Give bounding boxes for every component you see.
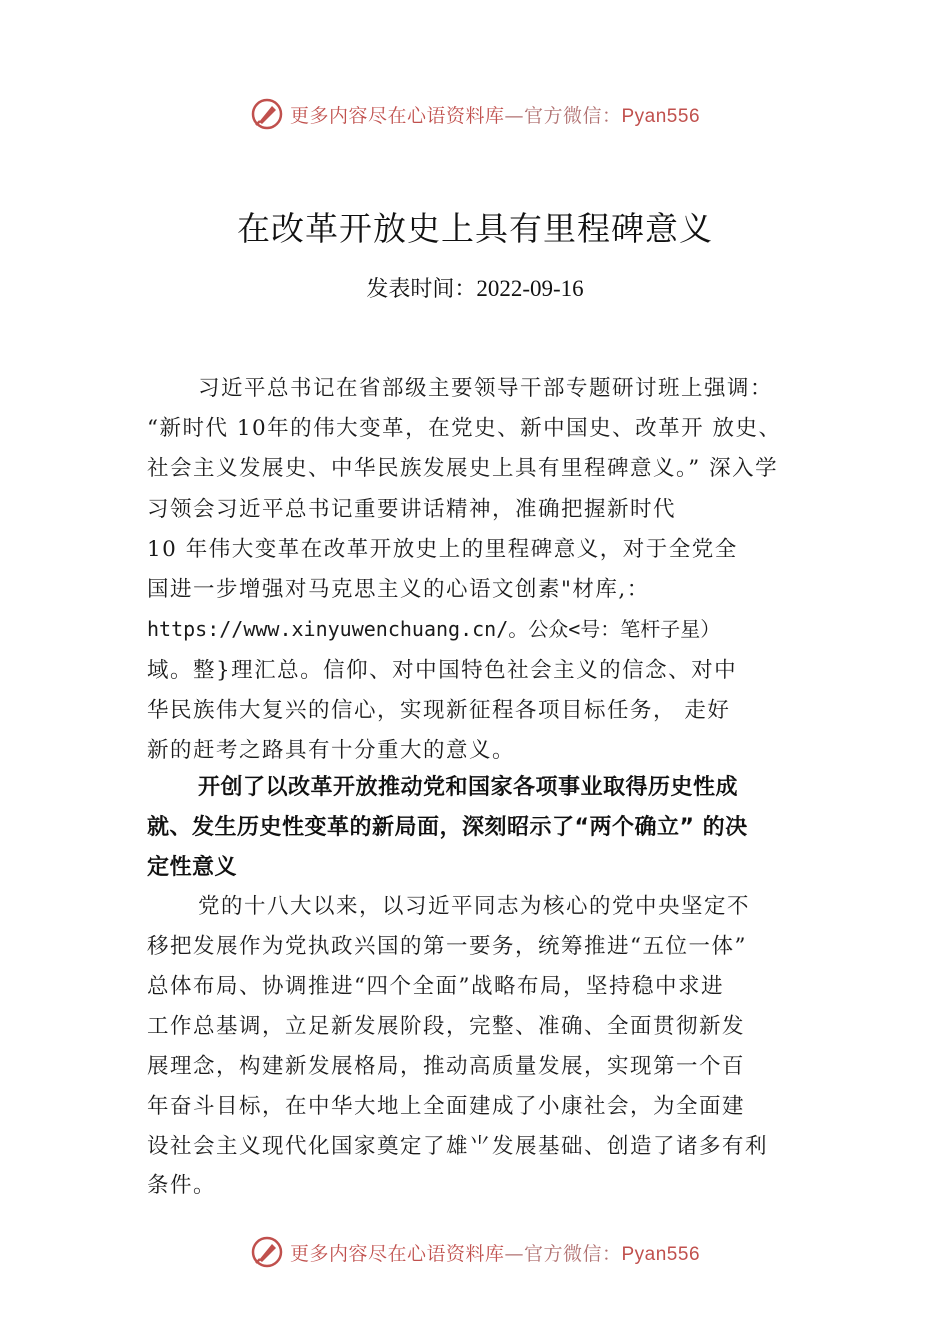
paragraph-line: 总体布局、协调推进“四个全面”战略布局，坚持稳中求进 bbox=[147, 974, 724, 999]
header-banner bbox=[0, 94, 950, 134]
footer-banner bbox=[0, 1232, 950, 1272]
paragraph-line: 党的十八大以来，以习近平同志为核心的党中央坚定不 bbox=[198, 894, 751, 919]
paragraph-line: 展理念，构建新发展格局，推动高质量发展，实现第一个百 bbox=[147, 1054, 746, 1079]
section-heading-line: 定性意义 bbox=[147, 855, 238, 880]
banner-text: 更多内容尽在心语资料库—官方微信：Pyan556 bbox=[289, 1242, 701, 1265]
paragraph-line: 设社会主义现代化国家奠定了雄⺌发展基础、创造了诸多有利 bbox=[147, 1134, 769, 1159]
paragraph-line-url: https://www.xinyuwenchuang.cn/。公众<号：笔杆子星） bbox=[147, 617, 721, 641]
paragraph-line: 习领会习近平总书记重要讲话精神，准确把握新时代 bbox=[147, 497, 677, 522]
section-heading-line: 就、发生历史性变革的新局面，深刻昭示了“两个确立” 的决 bbox=[147, 815, 748, 840]
paragraph-line: 习近平总书记在省部级主要领导干部专题研讨班上强调： bbox=[198, 376, 774, 401]
paragraph-line: 年奋斗目标，在中华大地上全面建成了小康社会，为全面建 bbox=[147, 1094, 746, 1119]
pen-nib-logo-icon bbox=[250, 97, 284, 131]
paragraph-line: 国进一步增强对马克思主义的心语文创素"材库,： bbox=[147, 577, 650, 602]
paragraph-line: 工作总基调，立足新发展阶段，完整、准确、全面贯彻新发 bbox=[147, 1014, 746, 1039]
section-heading-line: 开创了以改革开放推动党和国家各项事业取得历史性成 bbox=[198, 775, 739, 800]
paragraph-line: “新时代 10年的伟大变革，在党史、新中国史、改革开 放史、 bbox=[147, 416, 782, 441]
paragraph-line: 社会主义发展史、中华民族发展史上具有里程碑意义。” 深入学 bbox=[147, 456, 779, 481]
pen-nib-logo-icon bbox=[250, 1235, 284, 1269]
paragraph-line: 新的赶考之路具有十分重大的意义。 bbox=[147, 738, 516, 763]
paragraph-line: 华民族伟大复兴的信心，实现新征程各项目标任务， 走好 bbox=[147, 698, 731, 723]
banner-text: 更多内容尽在心语资料库—官方微信：Pyan556 bbox=[289, 104, 701, 127]
date-label: 发表时间： bbox=[366, 277, 477, 302]
paragraph-line: 10 年伟大变革在改革开放史上的里程碑意义，对于全党全 bbox=[147, 537, 738, 562]
paragraph-line: 移把发展作为党执政兴国的第一要务，统筹推进“五位一体” bbox=[147, 934, 747, 959]
date-value: 2022-09-16 bbox=[476, 276, 584, 301]
page-title: 在改革开放史上具有里程碑意义 bbox=[237, 209, 713, 248]
wechat-id: Pyan556 bbox=[621, 105, 701, 127]
paragraph-line: 域。整}理汇总。信仰、对中国特色社会主义的信念、对中 bbox=[147, 658, 738, 683]
publish-date bbox=[0, 272, 950, 303]
paragraph-line: 条件。 bbox=[147, 1173, 217, 1198]
wechat-id: Pyan556 bbox=[621, 1243, 701, 1265]
